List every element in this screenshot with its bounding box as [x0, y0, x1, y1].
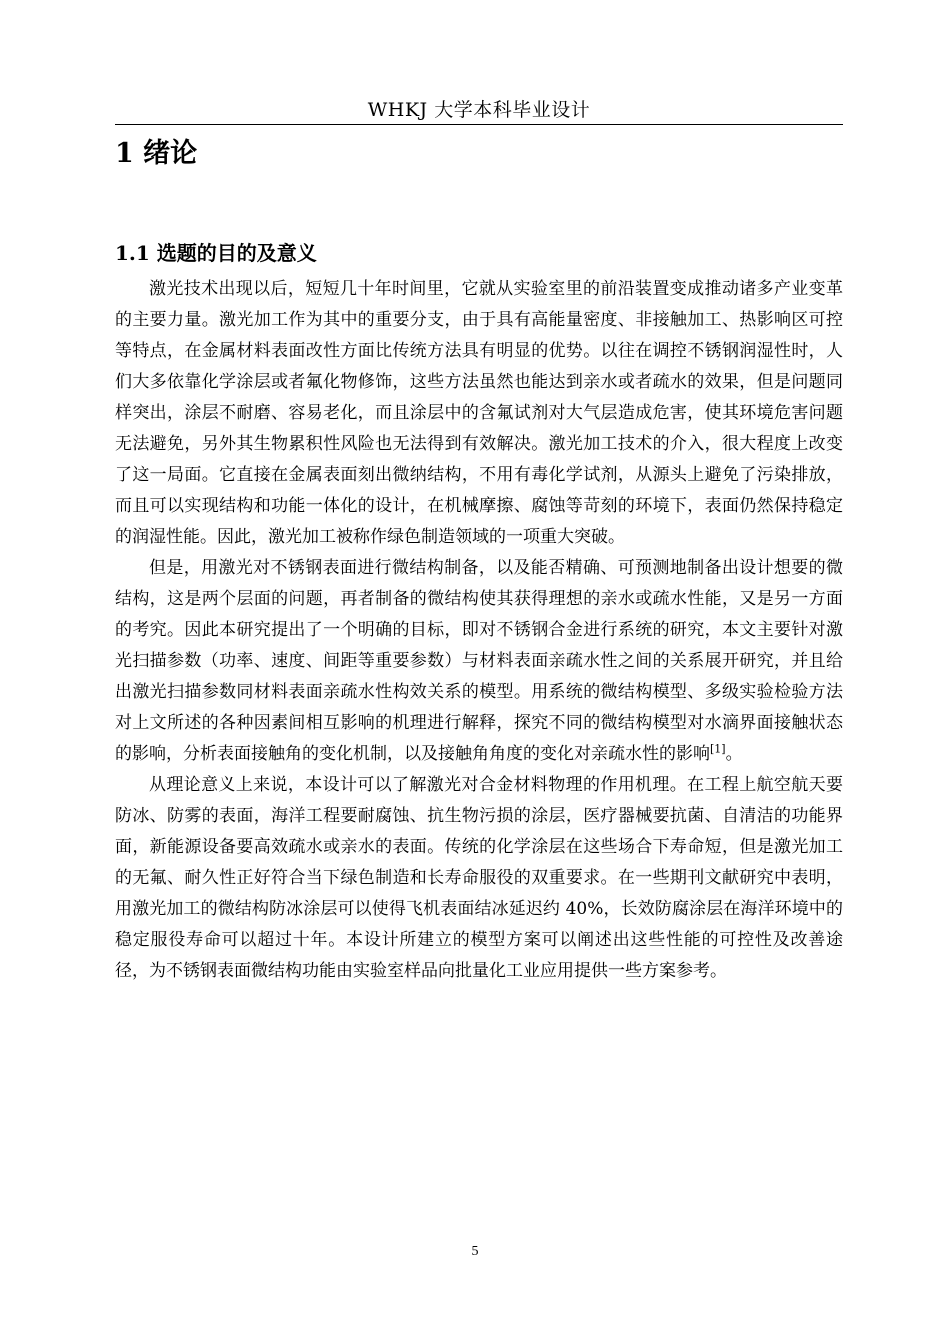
paragraph-3 — [115, 770, 843, 987]
running-header — [115, 96, 843, 125]
page-number: 5 — [471, 1244, 479, 1259]
section-title: 1.1 选题的目的及意义 — [115, 241, 317, 265]
paragraph-2-tail: 。 — [725, 744, 743, 764]
paragraph-2 — [115, 553, 843, 770]
running-header-title: WHKJ 大学本科毕业设计 — [367, 99, 591, 121]
paragraph-1-text: 激光技术出现以后，短短几十年时间里，它就从实验室里的前沿装置变成推动诸多产业变革的主要力量。激光加工作为其中的重要分支，由于具有高能量密度、非接触加工、热影响区可控等特点，在金属材料表面改性方面比传统方法具有明显的优势。以往在调控不锈钢润湿性时，人们大多依靠化学涂层或者氟化物修饰，这些方法虽然也能达到亲水或者疏水的效果，但是问题同样突出，涂层不耐磨、容易老化，而且涂层中的含氟试剂对大气层造成危害，使其环境危害问题无法避免，另外其生物累积性风险也无法得到有效解决。激光加工技术的介入，很大程度上改变了这一局面。它直接在金属表面刻出微纳结构，不用有毒化学试剂，从源头上避免了污染排放，而且可以实现结构和功能一体化的设计，在机械摩擦、腐蚀等苛刻的环境下，表面仍然保持稳定的润湿性能。因此，激光加工被称作绿色制造领域的一项重大突破。 — [115, 279, 843, 547]
paragraph-2-text: 但是，用激光对不锈钢表面进行微结构制备，以及能否精确、可预测地制备出设计想要的微结构，这是两个层面的问题，再者制备的微结构使其获得理想的亲水或疏水性能，又是另一方面的考究。因此本研究提出了一个明确的目标，即对不锈钢合金进行系统的研究，本文主要针对激光扫描参数（功率、速度、间距等重要参数）与材料表面亲疏水性之间的关系展开研究，并且给出激光扫描参数同材料表面亲疏水性构效关系的模型。用系统的微结构模型、多级实验检验方法对上文所述的各种因素间相互影响的机理进行解释，探究不同的微结构模型对水滴界面接触状态的影响，分析表面接触角的变化机制，以及接触角角度的变化对亲疏水性的影响 — [115, 558, 843, 764]
paragraph-3-text: 从理论意义上来说，本设计可以了解激光对合金材料物理的作用机理。在工程上航空航天要防冰、防雾的表面，海洋工程要耐腐蚀、抗生物污损的涂层，医疗器械要抗菌、自清洁的功能界面，新能源设备要高效疏水或亲水的表面。传统的化学涂层在这些场合下寿命短，但是激光加工的无氟、耐久性正好符合当下绿色制造和长寿命服役的双重要求。在一些期刊文献研究中表明，用激光加工的微结构防冰涂层可以使得飞机表面结冰延迟约 40%，长效防腐涂层在海洋环境中的稳定服役寿命可以超过十年。本设计所建立的模型方案可以阐述出这些性能的可控性及改善途径，为不锈钢表面微结构功能由实验室样品向批量化工业应用提供一些方案参考。 — [115, 775, 843, 981]
body-text — [115, 274, 843, 987]
paragraph-1 — [115, 274, 843, 553]
chapter-title: 1 绪论 — [115, 138, 198, 169]
citation-marker: [1] — [710, 742, 726, 756]
